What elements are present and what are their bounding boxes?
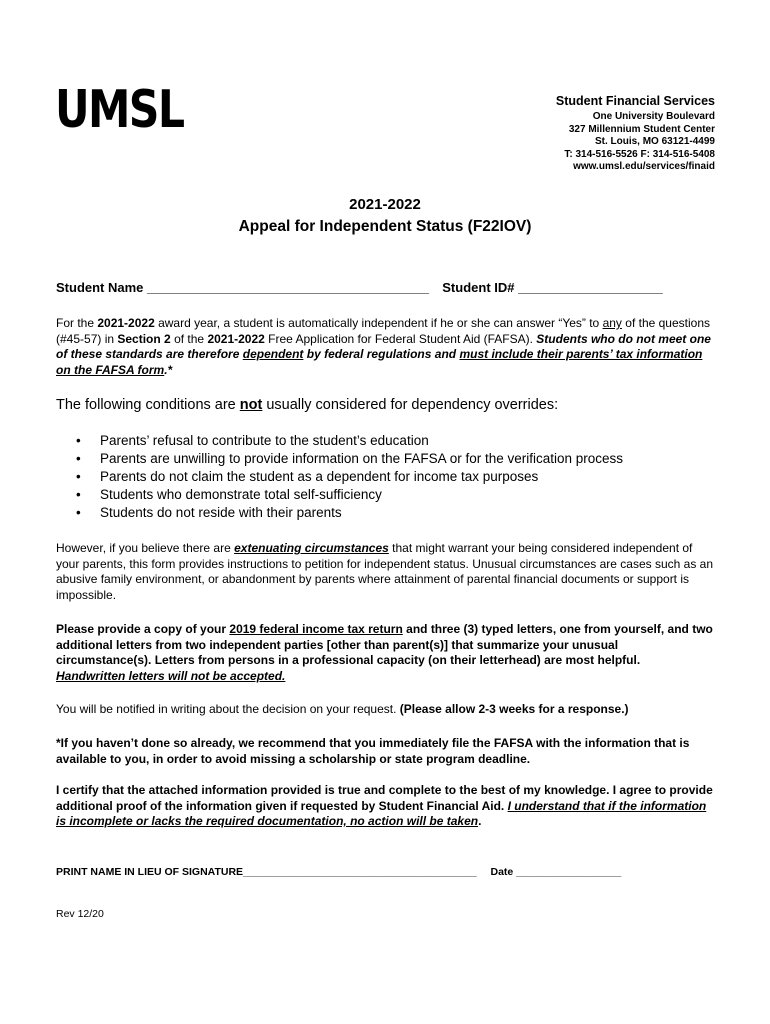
list-item: • Students who demonstrate total self-sufficiency bbox=[56, 486, 623, 504]
student-info-row bbox=[56, 280, 663, 295]
umsl-logo: UMSL bbox=[55, 80, 184, 140]
fafsa-note-paragraph: *If you haven’t done so already, we recommend that you immediately file the FAFSA with the information that is available to you, in order to avoid missing a scholarship or state program deadline. bbox=[56, 736, 690, 766]
conditions-list bbox=[56, 432, 623, 522]
list-item: • Parents are unwilling to provide information on the FAFSA or for the verification process bbox=[56, 450, 623, 468]
department-name: Student Financial Services bbox=[555, 94, 715, 108]
revision-date: Rev 12/20 bbox=[56, 908, 104, 920]
date-label: Date bbox=[490, 866, 514, 878]
student-name-label: Student Name bbox=[56, 280, 144, 295]
intro-paragraph: For the 2021-2022 award year, a student is automatically independent if he or she can answer “Yes” to any of the questions (#45-57) in Section 2 of the 2021-2022 Free Application for Federal Student Aid (FAFSA). Students who do not meet one of these standards are therefore dependent by federal regulations and must include their parents’ tax information on the FAFSA form.* bbox=[56, 316, 711, 377]
address-line: One University Boulevard bbox=[592, 111, 715, 122]
student-id-field[interactable]: ____________________ bbox=[518, 280, 663, 295]
signature-field[interactable]: ________________________________________ bbox=[243, 866, 477, 878]
address-line: St. Louis, MO 63121-4499 bbox=[594, 136, 715, 147]
list-item: • Parents’ refusal to contribute to the student’s education bbox=[56, 432, 623, 450]
signature-row bbox=[56, 866, 621, 878]
notification-paragraph: You will be notified in writing about the decision on your request. (Please allow 2-3 weeks for a response.) bbox=[56, 702, 629, 716]
phone-fax-line: T: 314-516-5526 F: 314-516-5408 bbox=[564, 148, 715, 160]
signature-label: PRINT NAME IN LIEU OF SIGNATURE bbox=[56, 866, 244, 878]
certification-paragraph: I certify that the attached information provided is true and complete to the best of my knowledge. I agree to provide additional proof of the information given if requested by Student Financial Aid. I understand that if the information is incomplete or lacks the required documentation, no action will be taken. bbox=[56, 783, 713, 828]
form-title: Appeal for Independent Status (F22IOV) bbox=[238, 218, 532, 235]
list-item: • Students do not reside with their parents bbox=[56, 504, 623, 522]
conditions-intro: The following conditions are not usually considered for dependency overrides: bbox=[56, 397, 559, 413]
office-address-block bbox=[556, 94, 715, 174]
address-line: 327 Millennium Student Center bbox=[568, 123, 715, 135]
student-name-field[interactable]: _______________________________________ bbox=[147, 280, 430, 295]
date-field[interactable]: __________________ bbox=[516, 866, 622, 878]
website-line[interactable]: www.umsl.edu/services/finaid bbox=[573, 161, 715, 172]
documentation-paragraph: Please provide a copy of your 2019 federal income tax return and three (3) typed letters, one from yourself, and two additional letters from two independent parties [other than parent(s)] that summarize your unusual circumstance(s). Letters from persons in a professional capacity (on their letterhead) are most helpful. Handwritten letters will not be accepted. bbox=[56, 622, 713, 683]
student-id-label: Student ID# bbox=[442, 280, 515, 295]
award-year-title: 2021-2022 bbox=[349, 196, 421, 213]
extenuating-circumstances-paragraph: However, if you believe there are extenuating circumstances that might warrant your being considered independent of your parents, this form provides instructions to petition for independent status. Unusual circumstances are cases such as an abusive family environment, or abandonment by parents where attainment of parental financial documents or support is impossible. bbox=[56, 541, 713, 602]
list-item: • Parents do not claim the student as a dependent for income tax purposes bbox=[56, 468, 623, 486]
